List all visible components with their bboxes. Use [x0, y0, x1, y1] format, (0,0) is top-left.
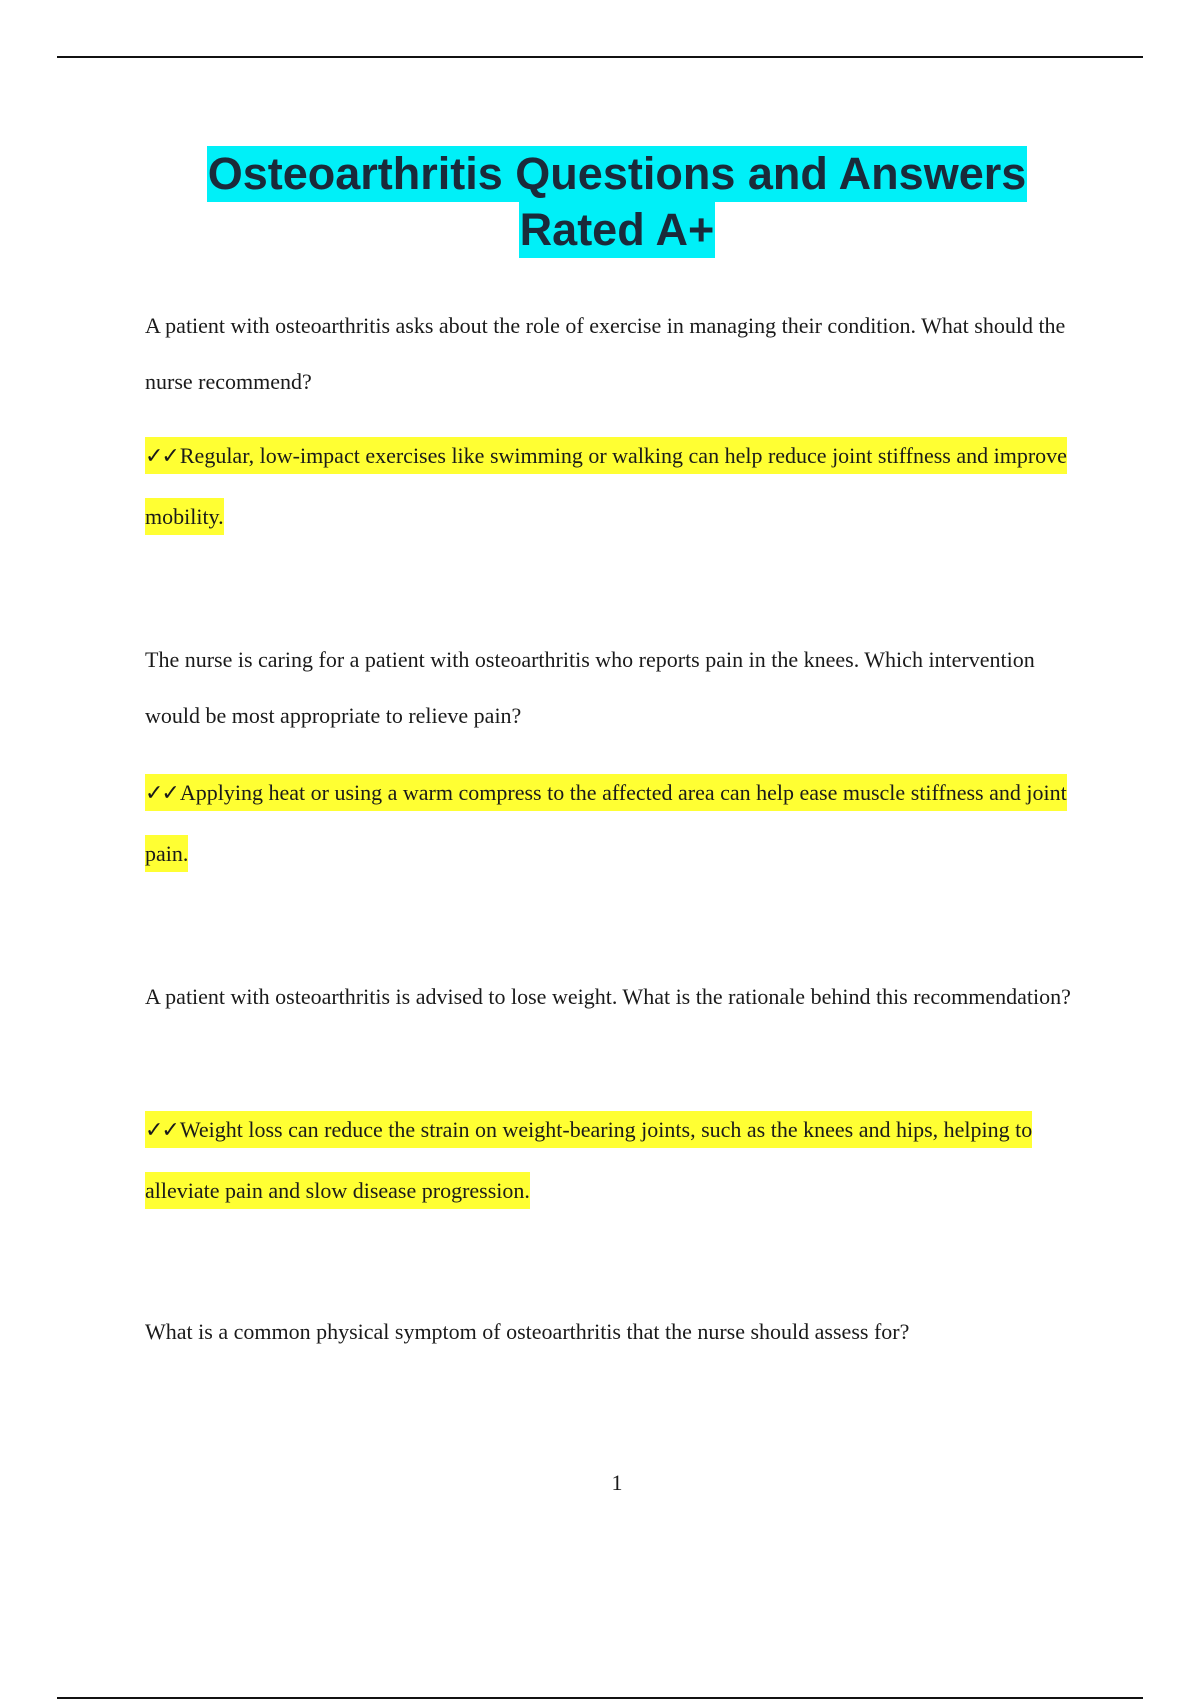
answer-1: [145, 426, 1090, 547]
check-icon: ✓✓: [145, 781, 178, 806]
answer-1-highlight: [145, 437, 1067, 535]
question-2: The nurse is caring for a patient with osteoarthritis who reports pain in the knees. Which intervention would be most appropriate to relieve pain?: [145, 647, 1035, 728]
page-number: 1: [611, 1470, 623, 1495]
answer-3-text: Weight loss can reduce the strain on weight-bearing joints, such as the knees and hips, helping to alleviate pain and slow disease progression.: [145, 1117, 1033, 1203]
check-icon: ✓✓: [145, 444, 178, 469]
title-line-2: Rated A+: [519, 202, 716, 258]
answer-3-highlight: [145, 1111, 1032, 1209]
top-rule: [57, 56, 1143, 58]
check-icon: ✓✓: [145, 1118, 178, 1143]
answer-1-text: Regular, low-impact exercises like swimming or walking can help reduce joint stiffness and improve mobility.: [145, 443, 1067, 529]
title-line-1: Osteoarthritis Questions and Answers: [207, 146, 1028, 202]
answer-3: [145, 1100, 1090, 1221]
document-title: [0, 146, 1200, 258]
bottom-rule: [57, 1697, 1143, 1699]
answer-2: [145, 763, 1090, 884]
question-4: What is a common physical symptom of osteoarthritis that the nurse should assess for?: [145, 1319, 910, 1344]
answer-2-highlight: [145, 774, 1067, 872]
answer-2-text: Applying heat or using a warm compress to the affected area can help ease muscle stiffness and joint pain.: [145, 780, 1067, 866]
question-1: A patient with osteoarthritis asks about the role of exercise in managing their condition. What should the nurse recommend?: [145, 313, 1066, 394]
question-3: A patient with osteoarthritis is advised to lose weight. What is the rationale behind this recommendation?: [145, 984, 1071, 1009]
